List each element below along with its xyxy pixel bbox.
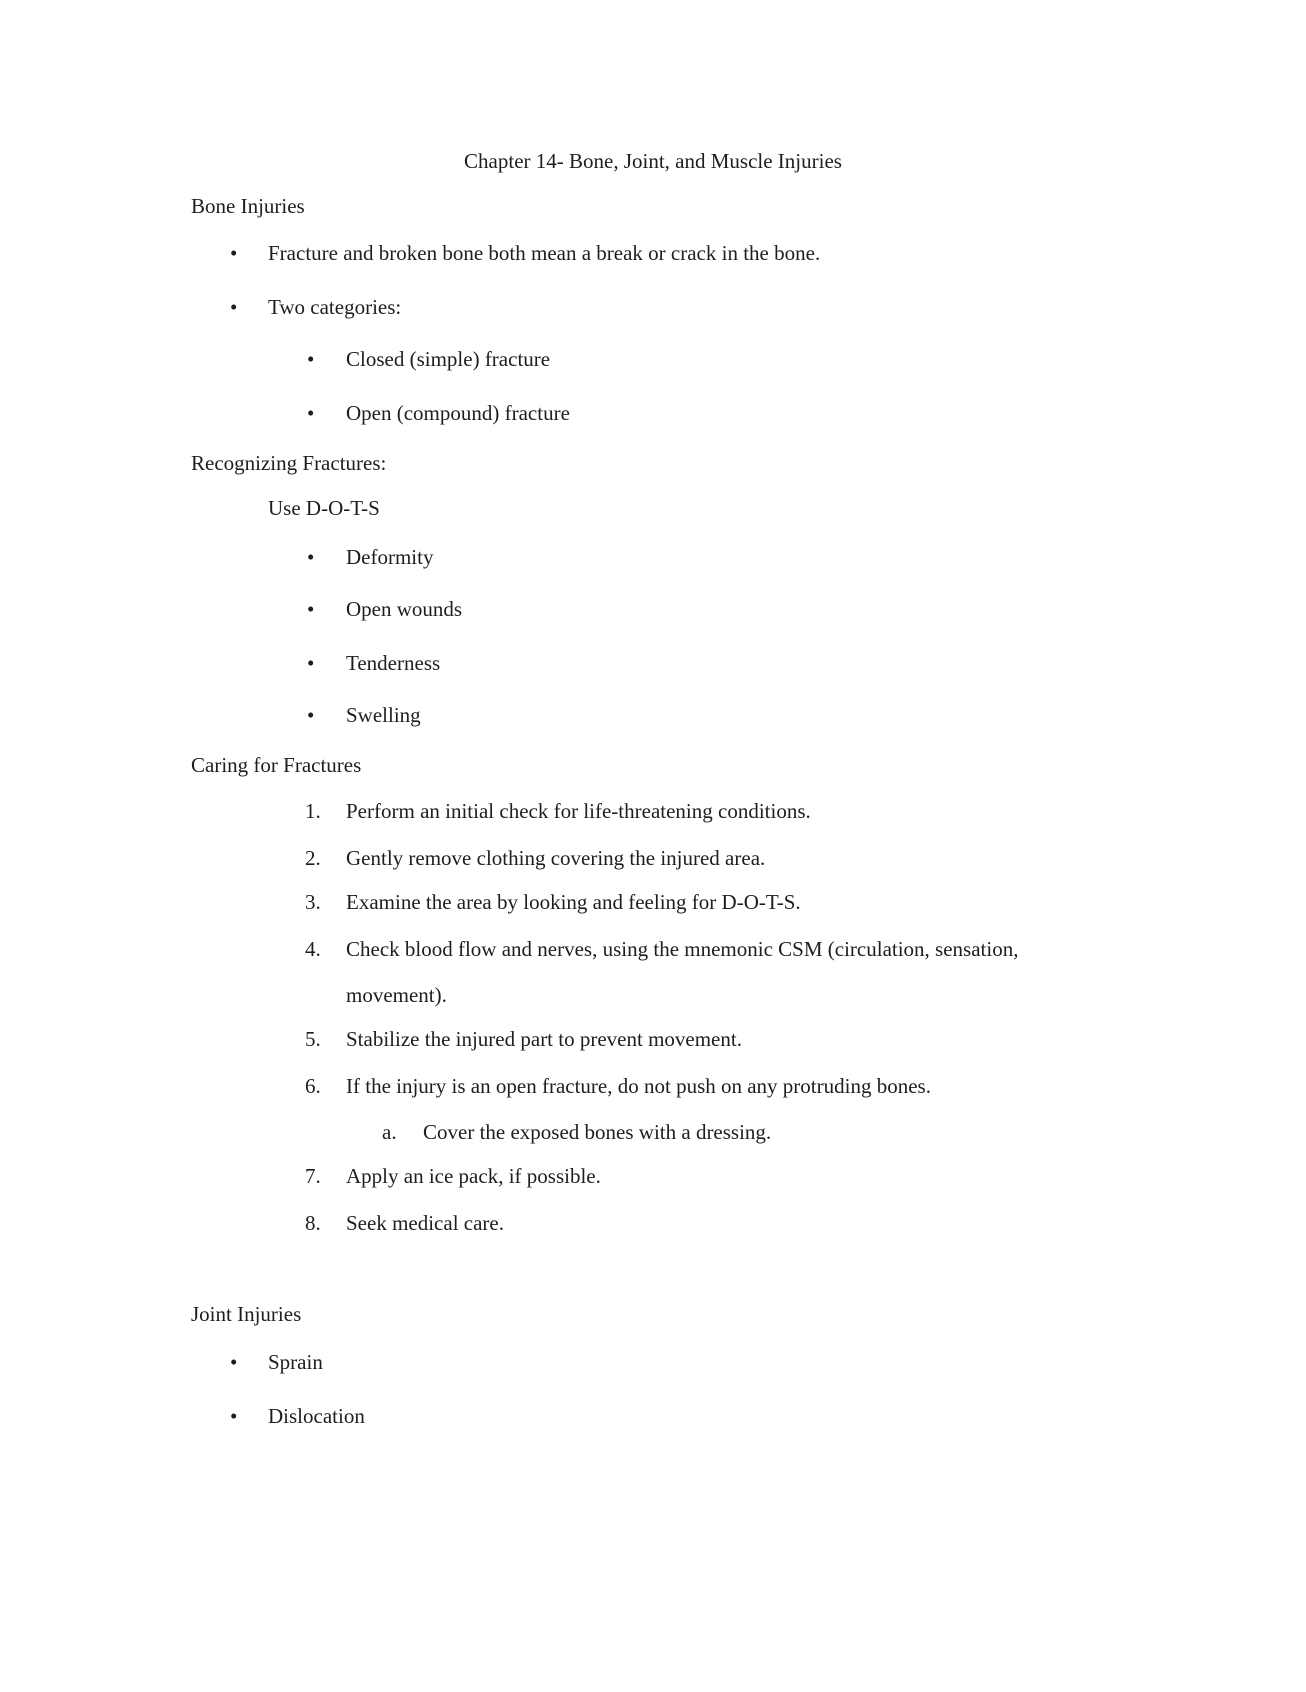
substep-letter: a. [382, 1120, 397, 1144]
step-text: Check blood flow and nerves, using the mnemonic CSM (circulation, sensation, [346, 937, 1019, 961]
list-item: Tenderness [346, 651, 441, 675]
list-item: Deformity [346, 545, 434, 569]
bullet-icon: • [307, 401, 315, 425]
section-heading-bone-injuries: Bone Injuries [191, 194, 305, 218]
step-text: Gently remove clothing covering the injured area. [346, 846, 766, 870]
step-text: Perform an initial check for life-threatening conditions. [346, 799, 811, 823]
bullet-icon: • [230, 241, 238, 265]
list-item: Two categories: [268, 295, 402, 319]
step-number: 6. [305, 1074, 321, 1098]
step-number: 3. [305, 890, 321, 914]
step-number: 4. [305, 937, 321, 961]
step-number: 5. [305, 1027, 321, 1051]
dots-intro: Use D-O-T-S [268, 496, 380, 520]
bullet-icon: • [307, 703, 315, 727]
list-item: Open (compound) fracture [346, 401, 570, 425]
substep-text: Cover the exposed bones with a dressing. [423, 1120, 772, 1144]
bullet-icon: • [230, 1350, 238, 1374]
bullet-icon: • [230, 295, 238, 319]
list-item: Sprain [268, 1350, 323, 1374]
step-number: 8. [305, 1211, 321, 1235]
step-number: 7. [305, 1164, 321, 1188]
list-item: Closed (simple) fracture [346, 347, 551, 371]
bullet-icon: • [307, 651, 315, 675]
step-text: Examine the area by looking and feeling for D-O-T-S. [346, 890, 801, 914]
step-text-continuation: movement). [346, 983, 447, 1007]
list-item: Open wounds [346, 597, 463, 621]
step-number: 1. [305, 799, 321, 823]
bullet-icon: • [307, 545, 315, 569]
step-text: Seek medical care. [346, 1211, 504, 1235]
step-text: Stabilize the injured part to prevent movement. [346, 1027, 742, 1051]
step-number: 2. [305, 846, 321, 870]
section-heading-recognizing-fractures: Recognizing Fractures: [191, 451, 387, 475]
step-text: If the injury is an open fracture, do not push on any protruding bones. [346, 1074, 931, 1098]
list-item: Dislocation [268, 1404, 365, 1428]
step-text: Apply an ice pack, if possible. [346, 1164, 601, 1188]
bullet-icon: • [307, 597, 315, 621]
list-item: Fracture and broken bone both mean a break or crack in the bone. [268, 241, 821, 265]
section-heading-joint-injuries: Joint Injuries [191, 1302, 302, 1326]
bullet-icon: • [307, 347, 315, 371]
page-title: Chapter 14- Bone, Joint, and Muscle Injuries [464, 149, 842, 173]
section-heading-caring-for-fractures: Caring for Fractures [191, 753, 362, 777]
bullet-icon: • [230, 1404, 238, 1428]
list-item: Swelling [346, 703, 421, 727]
